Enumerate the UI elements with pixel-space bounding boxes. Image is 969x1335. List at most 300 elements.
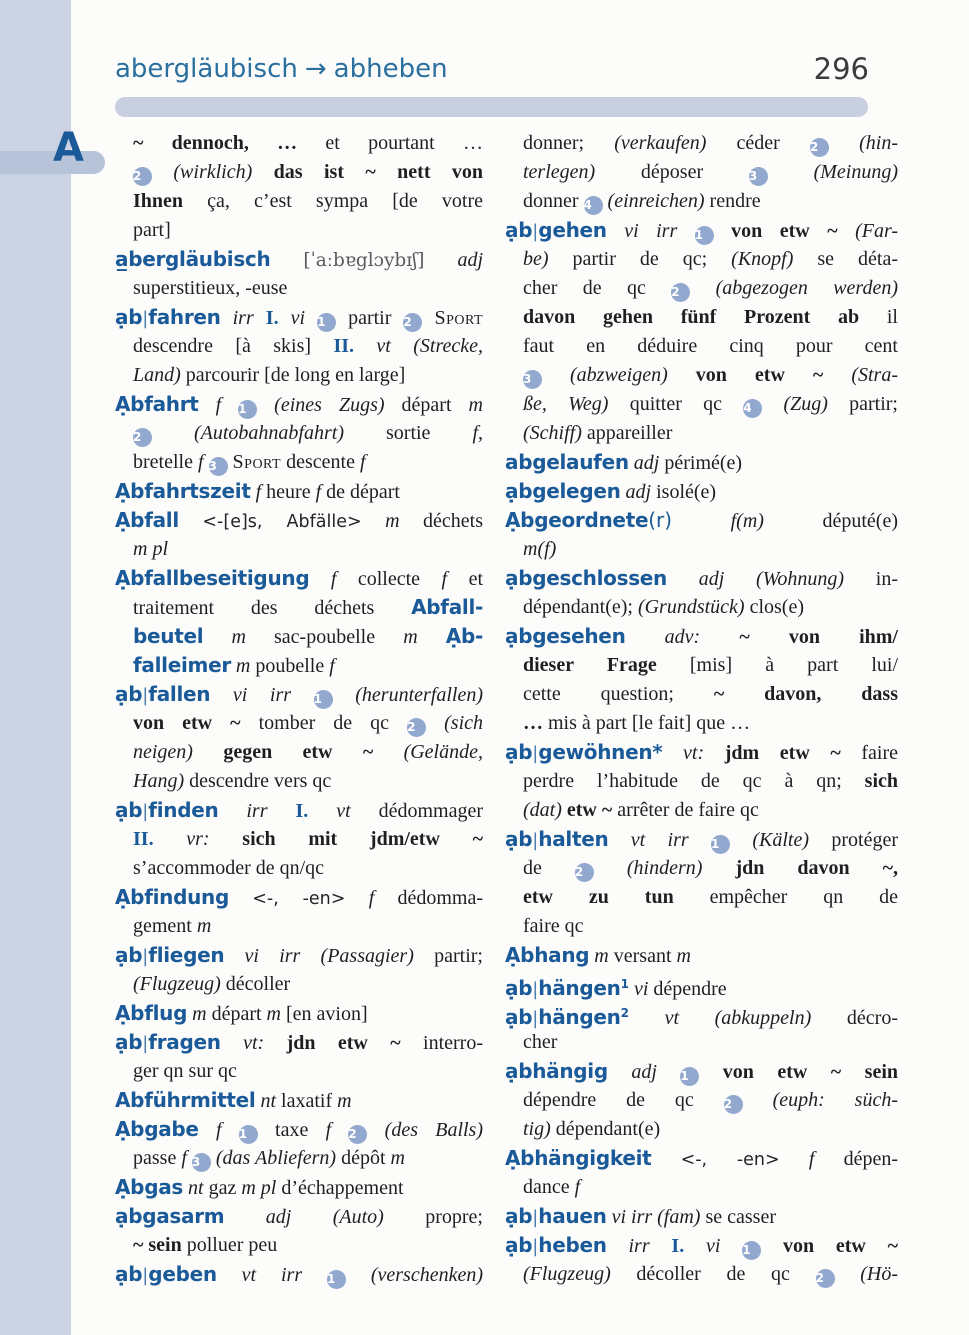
text-segment: part] [133, 219, 171, 241]
text-segment: faire [861, 742, 898, 764]
sense-number-badge: 1 [238, 400, 257, 419]
sense-number-badge: 4 [743, 399, 762, 418]
text-segment: f [198, 394, 239, 416]
text-line [505, 564, 898, 593]
text-segment: II. [333, 335, 355, 357]
sense-number-badge: 3 [209, 457, 228, 476]
text-segment: adj [457, 249, 483, 271]
text-segment: isolé(e) [656, 481, 717, 503]
text-segment: dépendant(e) [555, 1118, 661, 1140]
text-line [115, 1057, 483, 1086]
text-segment: m pl [133, 538, 168, 560]
text-segment: jdn davon ~, [735, 857, 898, 879]
text-segment: hängen [538, 976, 621, 1000]
text-segment: fahren [148, 305, 221, 329]
text-segment: ạb [505, 827, 533, 851]
text-segment: descendre [à skis] [133, 335, 334, 357]
text-segment: ạbgeschlossen [505, 566, 667, 590]
text-line [115, 738, 483, 767]
text-line [505, 796, 898, 825]
text-segment: ạb [505, 1233, 533, 1257]
text-segment: ạbgesehen [505, 624, 626, 648]
text-segment: ạb [505, 740, 533, 764]
text-segment [229, 887, 252, 909]
text-segment: vi irr [606, 220, 695, 242]
text-segment: adj [607, 1061, 681, 1083]
text-segment: ạb [115, 798, 143, 822]
text-segment: Sport [434, 307, 484, 329]
text-segment: etw ~ [566, 799, 618, 821]
text-segment: | [532, 1236, 539, 1257]
text-line [505, 1202, 898, 1231]
text-segment: m [230, 655, 256, 677]
text-segment: (Flugzeug) [133, 973, 226, 995]
text-segment: décro- [846, 1007, 898, 1029]
text-segment: jdm etw ~ [724, 742, 862, 764]
text-segment: vt [308, 800, 379, 822]
text-line [505, 999, 898, 1028]
text-segment: ße, Weg) [523, 393, 630, 415]
text-segment: m [676, 945, 691, 967]
text-line [505, 216, 898, 245]
text-segment: irr [220, 307, 266, 329]
text-segment: f [315, 481, 327, 503]
text-segment: ạb [115, 1262, 143, 1286]
text-line [505, 1231, 898, 1260]
sense-number-badge: 2 [133, 428, 152, 447]
text-line [115, 245, 483, 274]
text-line [505, 448, 898, 477]
text-segment: m [203, 626, 275, 648]
text-line [505, 709, 898, 738]
text-segment: | [532, 830, 539, 851]
text-segment: céder [736, 132, 810, 154]
text-segment: adj [628, 452, 665, 474]
text-line [505, 651, 898, 680]
text-line [505, 622, 898, 651]
text-line [115, 680, 483, 709]
text-line [115, 506, 483, 535]
text-segment: vt (Strecke, [354, 335, 483, 357]
text-segment: m [390, 1147, 405, 1169]
text-segment: ~ davon, dass [713, 683, 898, 705]
text-line [115, 564, 483, 593]
text-segment: polluer peu [186, 1234, 278, 1256]
text-segment: (hindern) [593, 857, 736, 879]
text-segment: (sich [426, 712, 483, 734]
text-segment: vi irr (Passagier) [224, 945, 435, 967]
text-segment: donner; [523, 132, 615, 154]
text-segment [422, 307, 434, 329]
text-segment: (des Balls) [367, 1119, 484, 1141]
text-segment: dépendant(e); [523, 596, 638, 618]
text-segment: dépendre [653, 978, 727, 1000]
text-segment: adj (Wohnung) [667, 568, 876, 590]
text-segment: vt: [662, 742, 725, 764]
text-segment: faut en déduire cinq pour cent [523, 335, 898, 357]
text-line [115, 825, 483, 854]
text-segment: Ạbgabe [115, 1117, 199, 1141]
text-line [115, 332, 483, 361]
text-line [115, 593, 483, 622]
text-segment: (wirklich) [152, 161, 274, 183]
text-segment: (Gelände, [403, 741, 483, 763]
text-segment: ạb [115, 1030, 143, 1054]
text-segment: vi [278, 307, 318, 329]
text-segment: nt [183, 1177, 209, 1199]
text-segment: (abzweigen) [542, 364, 696, 386]
text-segment: poubelle [255, 655, 330, 677]
text-segment: f [441, 568, 469, 590]
text-segment: heben [538, 1233, 607, 1257]
text-line [505, 738, 898, 767]
text-segment: m pl [241, 1177, 282, 1199]
text-segment: etw zu tun [523, 886, 710, 908]
text-segment: … [523, 712, 548, 734]
text-segment: député(e) [822, 510, 898, 532]
text-segment: (herunterfallen) [332, 684, 484, 706]
text-line [505, 477, 898, 506]
text-line [505, 854, 898, 883]
text-segment: ạb [115, 943, 143, 967]
text-segment: nt [255, 1090, 282, 1112]
text-segment: f [359, 451, 366, 473]
guide-word-to: abheben [333, 54, 448, 84]
text-line [505, 245, 898, 274]
text-segment: adj [620, 481, 657, 503]
text-segment: von etw ~ [761, 1235, 899, 1257]
text-segment [362, 510, 385, 532]
text-line [115, 883, 483, 912]
text-segment: Ihnen [133, 190, 208, 212]
text-segment: (Flugzeug) [523, 1263, 637, 1285]
text-segment: partir; [849, 393, 898, 415]
text-segment: I. [671, 1235, 685, 1257]
arrow-icon: → [304, 54, 327, 84]
text-segment: dédommager [378, 800, 483, 822]
sense-number-badge: 3 [192, 1153, 211, 1172]
text-segment: partir [336, 307, 404, 329]
text-segment: quitter qc [629, 393, 744, 415]
sense-number-badge: 2 [348, 1125, 367, 1144]
text-segment: (Meinung) [767, 161, 899, 183]
sense-number-badge: 3 [523, 370, 542, 389]
text-segment: ger qn sur qc [133, 1060, 237, 1082]
text-segment: vi irr [210, 684, 314, 706]
text-line [115, 1144, 483, 1173]
text-segment: appareiller [586, 422, 673, 444]
text-segment: beutel [133, 624, 204, 648]
alphabet-sidebar-strip [0, 0, 71, 1335]
text-segment: f [329, 655, 335, 677]
text-segment: arrêter de faire qc [617, 799, 759, 821]
text-segment: f [368, 887, 398, 909]
text-segment: gehen [538, 218, 607, 242]
text-line [505, 1115, 898, 1144]
text-segment: | [142, 946, 149, 967]
text-segment: ạbgasarm [115, 1204, 225, 1228]
text-segment: | [532, 979, 539, 1000]
text-segment: dieser Frage [523, 654, 690, 676]
text-line [505, 158, 898, 187]
text-line [115, 651, 483, 680]
text-segment: ạb [115, 682, 143, 706]
text-segment: falleimer [133, 653, 231, 677]
text-segment: protéger [831, 829, 898, 851]
text-line [505, 506, 898, 535]
text-segment: cher de qc [523, 277, 672, 299]
text-segment: fallen [148, 682, 211, 706]
text-segment: et pourtant … [325, 132, 483, 154]
sense-number-badge: 2 [724, 1095, 743, 1114]
sense-number-badge: 1 [711, 835, 730, 854]
text-line [505, 1144, 898, 1173]
text-segment: tig) [523, 1118, 556, 1140]
text-line [505, 680, 898, 709]
text-segment: in- [875, 568, 898, 590]
text-segment: descente [281, 451, 360, 473]
text-segment: vi [684, 1235, 743, 1257]
text-line [115, 274, 483, 303]
text-segment: fragen [148, 1030, 221, 1054]
text-segment: sich [864, 770, 898, 792]
text-segment: <-[e]s, Abfälle> [202, 512, 362, 532]
text-segment: ạbgelegen [505, 479, 621, 503]
text-segment: décoller [225, 973, 291, 995]
guide-word-from: abergläubisch [115, 54, 298, 84]
text-segment: ~ dennoch, … [133, 132, 326, 154]
text-line [505, 419, 898, 448]
text-segment: f [574, 1176, 581, 1198]
text-segment: gaz [208, 1177, 242, 1199]
text-segment: fliegen [148, 943, 225, 967]
text-line [505, 129, 898, 158]
text-segment: ạb [505, 1005, 533, 1029]
text-segment [651, 1148, 680, 1170]
text-segment: mis à part [le fait] que … [548, 712, 751, 734]
text-line [505, 1028, 898, 1057]
text-segment: déchets [399, 510, 484, 532]
sense-number-badge: 1 [680, 1067, 699, 1086]
text-segment: hauen [538, 1204, 607, 1228]
text-segment: davon gehen fünf Prozent ab [523, 306, 887, 328]
section-letter: A [53, 125, 84, 171]
text-segment: (Far- [855, 220, 898, 242]
text-segment: f, [472, 422, 483, 444]
text-segment: sortie [386, 422, 473, 444]
text-segment: (r) [648, 508, 673, 532]
sense-number-badge: 2 [816, 1269, 835, 1288]
text-segment: 2 [620, 1006, 629, 1020]
text-segment: ~ von ihm/ [739, 626, 898, 648]
text-segment: de [523, 857, 575, 879]
text-segment: départ [401, 394, 469, 416]
text-segment: jdn etw ~ [286, 1032, 424, 1054]
text-segment: f [309, 568, 358, 590]
text-line [115, 129, 483, 158]
text-segment: vt: [220, 1032, 287, 1054]
text-segment: dédomma- [397, 887, 484, 909]
text-segment: ạb [505, 1204, 533, 1228]
text-segment: parcourir [de long en large] [185, 364, 406, 386]
text-segment: m [196, 915, 212, 937]
text-segment: Ạb- [445, 624, 483, 648]
text-segment: tomber de qc [258, 712, 408, 734]
text-segment: Ạbgeordnete [505, 508, 649, 532]
text-segment: (Hö- [834, 1263, 898, 1285]
text-line [115, 941, 483, 970]
text-segment: m [385, 510, 400, 532]
text-segment [270, 249, 303, 271]
text-segment: de départ [326, 481, 400, 503]
text-segment: f [250, 481, 267, 503]
text-line [115, 448, 483, 477]
text-segment: d’échappement [281, 1177, 404, 1199]
text-segment: (Grundstück) [637, 596, 750, 618]
text-segment: (das Abliefern) [210, 1147, 342, 1169]
text-segment: finden [148, 798, 219, 822]
page-number: 296 [813, 52, 869, 86]
text-segment: descendre vers qc [189, 770, 332, 792]
text-line [505, 303, 898, 332]
text-line [115, 535, 483, 564]
text-segment: interro- [423, 1032, 483, 1054]
sense-number-badge: 1 [327, 1270, 346, 1289]
text-segment: 1 [620, 977, 629, 991]
text-line [115, 970, 483, 999]
text-segment: se casser [705, 1206, 776, 1228]
text-line [505, 187, 898, 216]
text-segment: Ạbhang [505, 943, 590, 967]
text-segment: Ạbgas [115, 1175, 184, 1199]
text-segment: | [532, 1207, 539, 1228]
text-segment: propre; [425, 1206, 483, 1228]
text-segment: traitement des déchets [133, 597, 412, 619]
sense-number-badge: 4 [584, 196, 603, 215]
text-line [115, 390, 483, 419]
text-segment: ça, c’est sympa [de votre [207, 190, 483, 212]
sense-number-badge: 2 [671, 283, 690, 302]
text-segment: f [808, 1148, 844, 1170]
text-segment [424, 249, 457, 271]
text-segment: rendre [709, 190, 761, 212]
text-line [115, 303, 483, 332]
text-segment: | [532, 221, 539, 242]
sense-number-badge: 2 [403, 313, 422, 332]
text-line [115, 1115, 483, 1144]
text-segment: m [266, 1003, 286, 1025]
text-segment: (abgezogen werden) [690, 277, 898, 299]
text-segment: bretelle [133, 451, 198, 473]
text-segment: <-, -en> [680, 1150, 780, 1170]
text-line [115, 1173, 483, 1202]
text-segment: départ [211, 1003, 267, 1025]
text-segment: Ạbfindung [115, 885, 229, 909]
text-line [505, 1260, 898, 1289]
text-segment: Ạbfall [115, 508, 179, 532]
text-line [115, 1260, 483, 1289]
text-line [115, 854, 483, 883]
text-segment: laxatif [281, 1090, 338, 1112]
text-segment: dépendre de qc [523, 1089, 724, 1111]
text-line [115, 999, 483, 1028]
text-segment: vi [628, 978, 654, 1000]
text-line [115, 477, 483, 506]
text-segment: Ạbflug [115, 1001, 188, 1025]
text-segment: das ist ~ nett von [273, 161, 484, 183]
text-line [115, 1231, 483, 1260]
text-line [115, 1202, 483, 1231]
text-segment: partir; [434, 945, 483, 967]
text-segment: f [197, 451, 209, 473]
text-segment: von etw ~ [713, 220, 856, 242]
text-segment: sich mit jdm/etw ~ [242, 828, 483, 850]
text-line [115, 361, 483, 390]
text-line [505, 274, 898, 303]
text-segment: vi irr (fam) [606, 1206, 706, 1228]
text-segment: clos(e) [749, 596, 805, 618]
text-segment: | [142, 801, 149, 822]
sense-number-badge: 1 [317, 313, 336, 332]
text-segment: (Schiff) [523, 422, 587, 444]
text-segment: | [532, 743, 539, 764]
text-segment: cher [523, 1031, 558, 1053]
text-segment: von etw ~ [133, 712, 259, 734]
text-segment: se déta- [817, 248, 899, 270]
text-segment: m [468, 394, 483, 416]
text-line [505, 1173, 898, 1202]
text-line [115, 767, 483, 796]
text-line [115, 419, 483, 448]
text-segment: cette question; [523, 683, 714, 705]
text-segment: be) [523, 248, 573, 270]
sense-number-badge: 1 [239, 1125, 258, 1144]
text-segment: [mis] à part lui/ [689, 654, 899, 676]
text-line [115, 187, 483, 216]
text-segment: passe [133, 1147, 182, 1169]
text-segment: décoller de qc [636, 1263, 816, 1285]
text-line [115, 1028, 483, 1057]
text-segment: ạb [505, 976, 533, 1000]
text-segment: (Stra- [851, 364, 898, 386]
text-segment: | [142, 1033, 149, 1054]
sense-number-badge: 1 [695, 226, 714, 245]
sense-number-badge: 2 [575, 863, 594, 882]
text-segment: ạbhängig [505, 1059, 608, 1083]
text-segment: f [325, 1119, 349, 1141]
text-segment: m [337, 1090, 352, 1112]
text-segment: Ạbfallbeseitigung [115, 566, 310, 590]
text-segment: f [198, 1119, 239, 1141]
text-line [505, 361, 898, 390]
text-segment: II. [133, 828, 154, 850]
text-segment: von etw ~ [695, 364, 852, 386]
text-line [115, 796, 483, 825]
text-segment: (euph: süch- [742, 1089, 898, 1111]
text-segment: Sport [232, 451, 282, 473]
text-segment: terlegen) [523, 161, 641, 183]
text-line [505, 912, 898, 941]
text-segment: | [142, 308, 149, 329]
text-segment: périmé(e) [664, 452, 743, 474]
text-segment: dance [523, 1176, 575, 1198]
text-segment: (Kälte) [730, 829, 832, 851]
text-line [505, 332, 898, 361]
text-segment [179, 510, 202, 532]
text-segment: vt irr [608, 829, 712, 851]
text-segment: f(m) [730, 510, 823, 532]
text-segment: (verschenken) [345, 1264, 483, 1286]
